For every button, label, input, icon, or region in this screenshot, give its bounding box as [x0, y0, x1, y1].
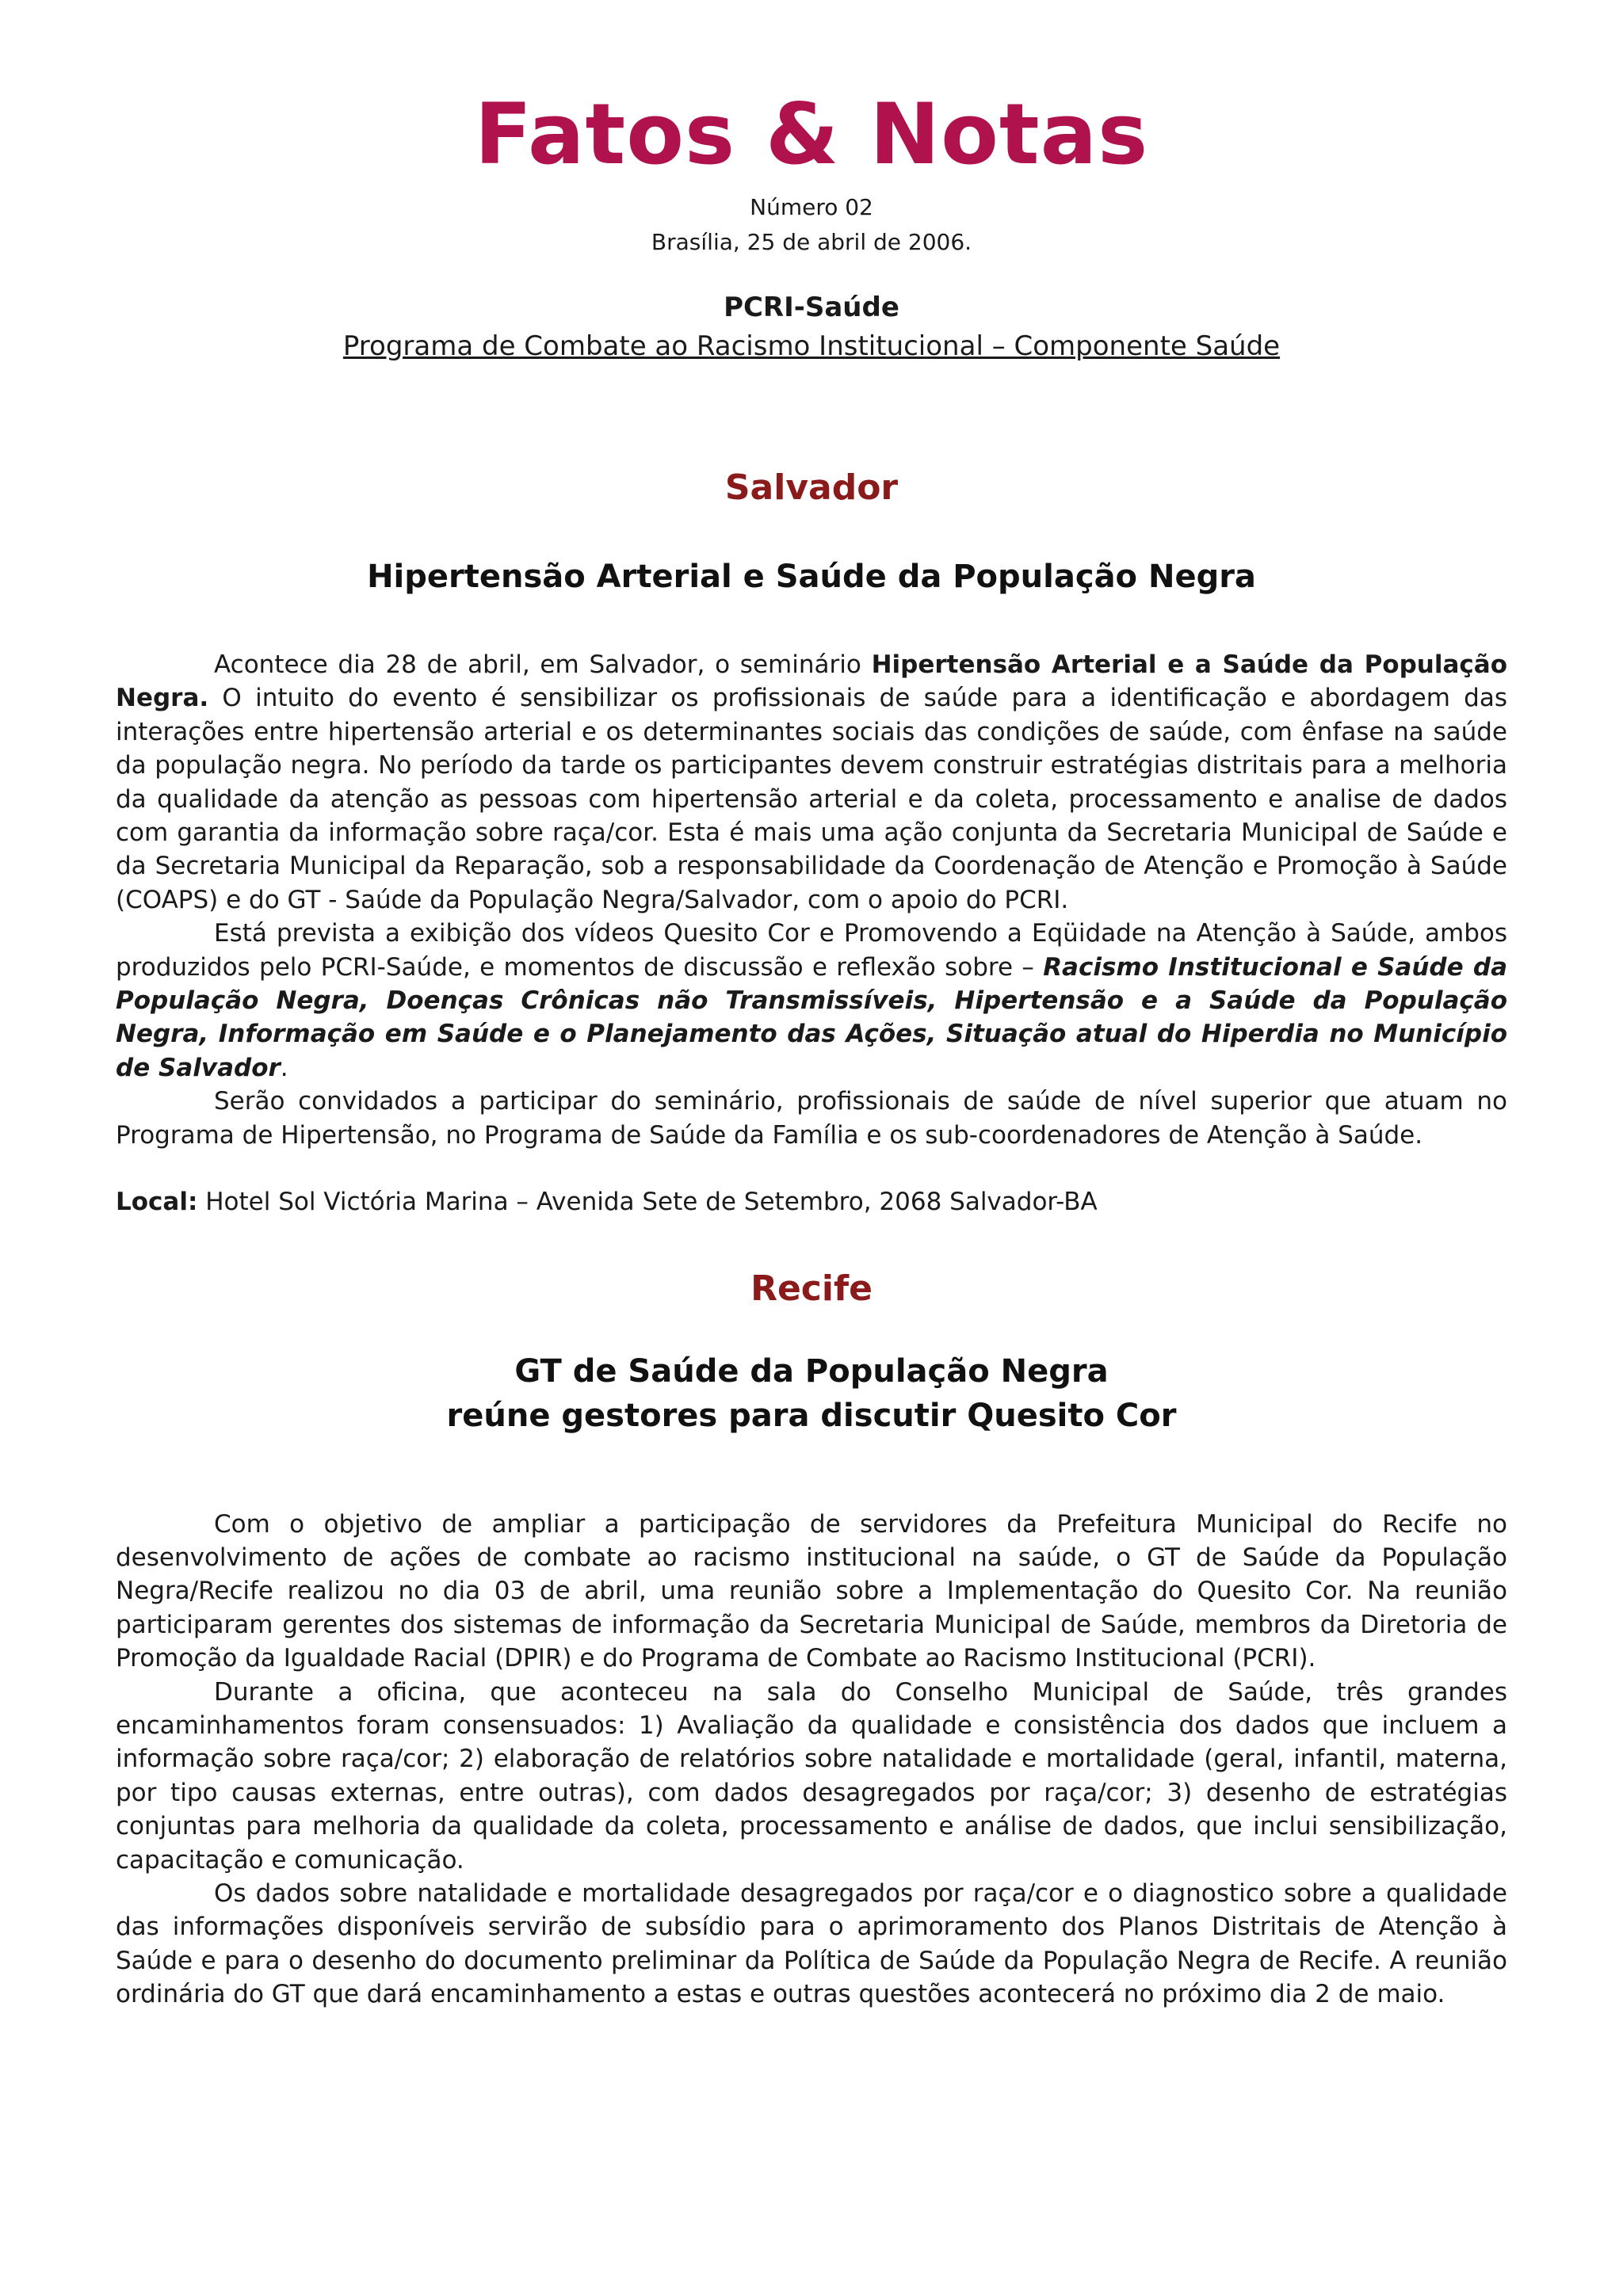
section-city-recife: Recife	[750, 1268, 873, 1309]
section-headline-recife-line2: reúne gestores para discutir Quesito Cor	[446, 1397, 1177, 1434]
salvador-paragraph-2: Está prevista a exibição dos vídeos Quesito Cor e Promovendo a Eqüidade na Atenção à Saúde, ambos produzidos pelo PCRI-Saúde, e momentos de discussão e reflexão sobre – Racismo Institucional e Saúde da População Negra, Doenças Crônicas não Transmissíveis, Hipertensão e a Saúde da População Negra, Informação em Saúde e o Planejamento das Ações, Situação atual do Hiperdia no Município de Salvador.	[116, 919, 1507, 1082]
recife-paragraph-3: Os dados sobre natalidade e mortalidade desagregados por raça/cor e o diagnostico sobre a qualidade das informações disponíveis servirão de subsídio para o aprimoramento dos Planos Distritais de Atenção à Saúde e para o desenho do documento preliminar da Política de Saúde da População Negra de Recife. A reunião ordinária do GT que dará encaminhamento a estas e outras questões acontecerá no próximo dia 2 de maio.	[116, 1878, 1507, 2009]
masthead-title: Fatos & Notas	[474, 86, 1149, 183]
section-headline-salvador: Hipertensão Arterial e Saúde da População Negra	[367, 559, 1256, 595]
section-headline-recife-line1: GT de Saúde da População Negra	[514, 1352, 1109, 1390]
document-page	[116, 79, 1507, 2012]
salvador-section	[116, 464, 1507, 1219]
recife-section	[116, 1265, 1507, 2012]
recife-paragraph-1: Com o objetivo de ampliar a participação de servidores da Prefeitura Municipal do Recife no desenvolvimento de ações de combate ao racismo institucional na saúde, o GT de Saúde da População Negra/Recife realizou no dia 03 de abril, uma reunião sobre a Implementação do Quesito Cor. Na reunião participaram gerentes dos sistemas de informação da Secretaria Municipal de Saúde, membros da Diretoria de Promoção da Igualdade Racial (DPIR) e do Programa de Combate ao Racismo Institucional (PCRI).	[116, 1509, 1507, 1673]
program-title: PCRI-Saúde	[724, 292, 899, 323]
program-subtitle: Programa de Combate ao Racismo Institucional – Componente Saúde	[342, 330, 1281, 362]
salvador-paragraph-3: Serão convidados a participar do seminário, profissionais de saúde de nível superior que atuam no Programa de Hipertensão, no Programa de Saúde da Família e os sub-coordenadores de Atenção à Saúde.	[116, 1087, 1507, 1150]
date-line: Brasília, 25 de abril de 2006.	[651, 229, 972, 255]
recife-paragraph-2: Durante a oficina, que aconteceu na sala do Conselho Municipal de Saúde, três grandes encaminhamentos foram consensuados: 1) Avaliação da qualidade e consistência dos dados que incluem a informação sobre raça/cor; 2) elaboração de relatórios sobre natalidade e mortalidade (geral, infantil, materna, por tipo causas externas, entre outras), com dados desagregados por raça/cor; 3) desenho de estratégias conjuntas para melhoria da qualidade da coleta, processamento e análise de dados, que inclui sensibilização, capacitação e comunicação.	[116, 1677, 1507, 1875]
issue-number: Número 02	[750, 194, 873, 220]
section-city-salvador: Salvador	[724, 467, 899, 508]
salvador-location: Local: Hotel Sol Victória Marina – Avenida Sete de Setembro, 2068 Salvador-BA	[116, 1188, 1098, 1217]
salvador-paragraph-1: Acontece dia 28 de abril, em Salvador, o seminário Hipertensão Arterial e a Saúde da População Negra. O intuito do evento é sensibilizar os profissionais de saúde para a identificação e abordagem das interações entre hipertensão arterial e os determinantes sociais das condições de saúde, com ênfase na saúde da população negra. No período da tarde os participantes devem construir estratégias distritais para a melhoria da qualidade da atenção as pessoas com hipertensão arterial e da coleta, processamento e analise de dados com garantia da informação sobre raça/cor. Esta é mais uma ação conjunta da Secretaria Municipal de Saúde e da Secretaria Municipal da Reparação, sob a responsabilidade da Coordenação de Atenção e Promoção à Saúde (COAPS) e do GT - Saúde da População Negra/Salvador, com o apoio do PCRI.	[116, 650, 1507, 914]
